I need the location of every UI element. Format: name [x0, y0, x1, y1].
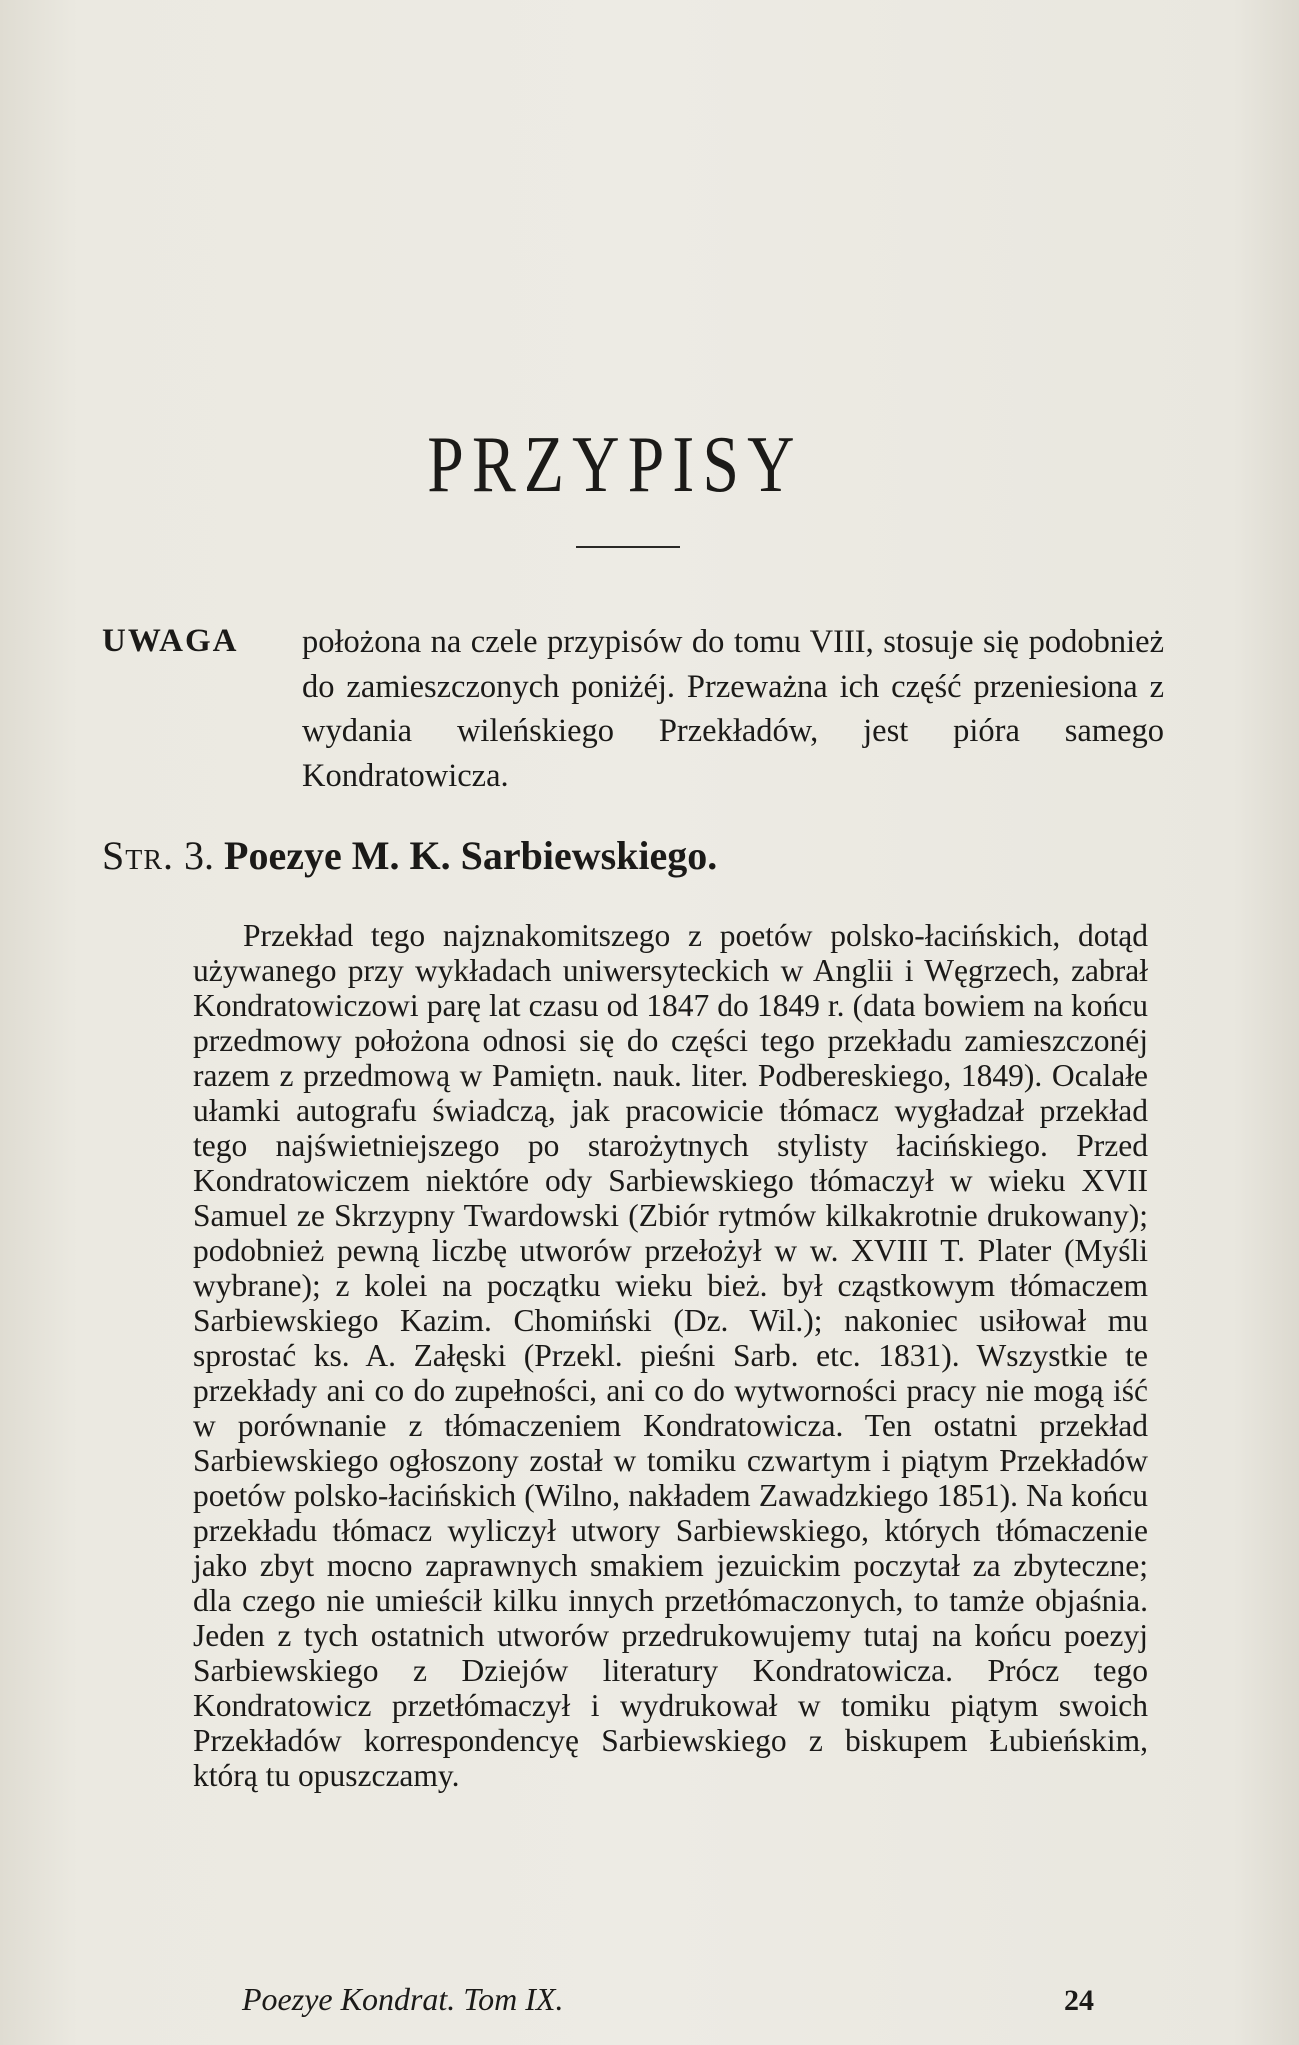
- footer-signature: Poezye Kondrat. Tom IX.: [242, 1981, 564, 2017]
- title-divider: [576, 546, 680, 548]
- body-paragraph-text: Przekład tego najznakomitszego z poetów polsko-łacińskich, dotąd używanego przy wykładach uniwersyteckich w Anglii i Węgrzech, zabrał Kondratowiczowi parę lat czasu od 1847 do 1849 r. (data bowiem na końcu przedmowy położona odnosi się do części tego przekładu zamieszczonéj razem z przedmową w Pamiętn. nauk. liter. Podbereskiego, 1849). Ocalałe ułamki autografu świadczą, jak pracowicie tłómacz wygładzał przekład tego najświetniejszego po starożytnych stylisty łacińskiego. Przed Kondratowiczem niektóre ody Sarbiewskiego tłómaczył w wieku XVII Samuel ze Skrzypny Twardowski (Zbiór rytmów kilkakrotnie drukowany); podobnież pewną liczbę utworów przełożył w w. XVIII T. Plater (Myśli wybrane); z kolei na początku wieku bież. był cząstkowym tłómaczem Sarbiewskiego Kazim. Chomiński (Dz. Wil.); nakoniec usiłował mu sprostać ks. A. Załęski (Przekl. pieśni Sarb. etc. 1831). Wszystkie te przekłady ani co do zupełności, ani co do wytworności pracy nie mogą iść w porównanie z tłómaczeniem Kondratowicza. Ten ostatni przekład Sarbiewskiego ogłoszony został w tomiku czwartym i piątym Przekładów poetów polsko-łacińskich (Wilno, nakładem Zawadzkiego 1851). Na końcu przekładu tłómacz wyliczył utwory Sarbiewskiego, których tłómaczenie jako zbyt mocno zaprawnych smakiem jezuickim poczytał za zbyteczne; dla czego nie umieścił kilku innych przetłómaczonych, to tamże objaśnia. Jeden z tych ostatnich utworów przedrukowujemy tutaj na końcu poezyj Sarbiewskiego z Dziejów literatury Kondratowicza. Prócz tego Kondratowicz przetłómaczył i wydrukował w tomiku piątym swoich Przekładów korrespondencyę Sarbiewskiego z biskupem Łubieńskim, którą tu opuszczamy.: [193, 918, 1148, 1793]
- body-paragraph: [193, 918, 1148, 1793]
- section-label: Str.: [102, 833, 175, 878]
- section-heading: [102, 832, 717, 879]
- section-page-ref: 3.: [184, 833, 215, 878]
- page-number: 24: [1064, 1984, 1094, 2017]
- section-title: Poezye M. K. Sarbiewskiego.: [224, 833, 718, 878]
- page-title: PRZYPISY: [427, 421, 803, 509]
- note-text: położona na czele przypisów do tomu VIII, stosuje się podobnież do zamieszczonych poniżéj. Przeważna ich część przeniesiona z wydania wileńskiego Przekładów, jest pióra samego Kondratowicza.: [302, 624, 1164, 794]
- note-label: UWAGA: [102, 623, 239, 659]
